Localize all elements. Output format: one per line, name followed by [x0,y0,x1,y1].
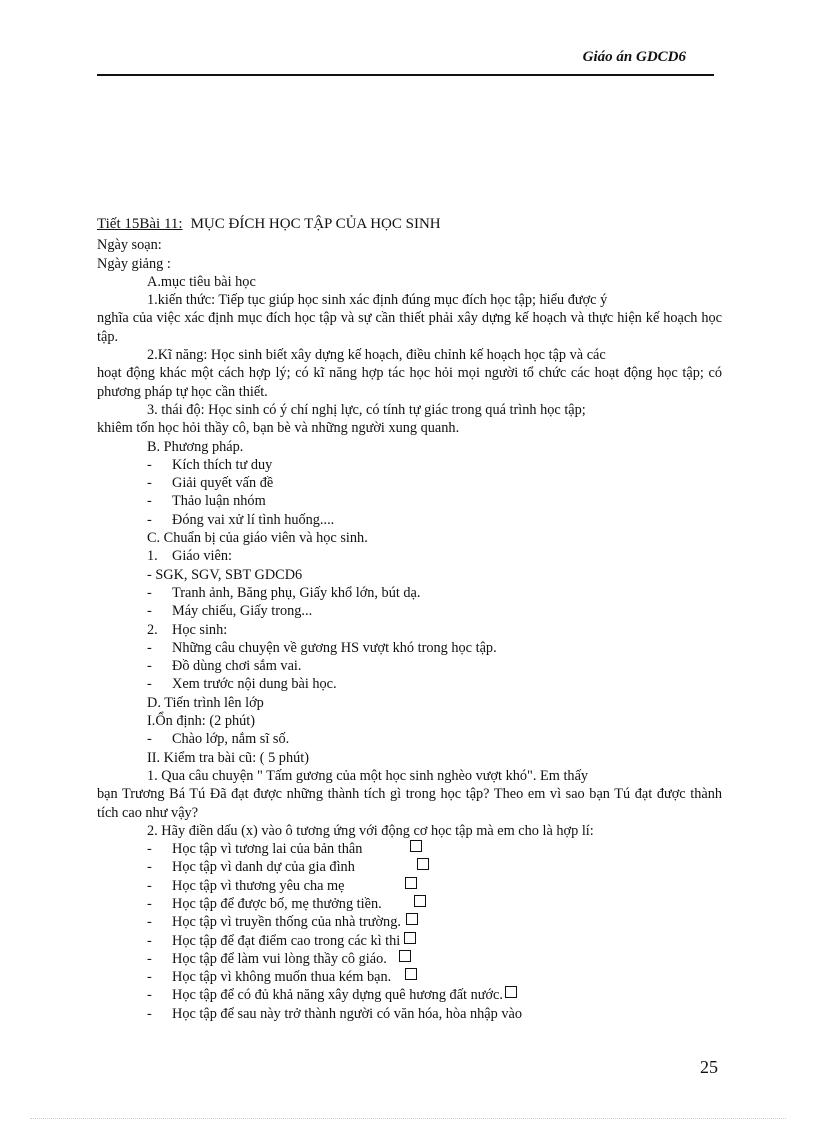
checklist-text: Học tập để đạt điểm cao trong các kì thi [172,932,401,949]
checklist-text: Học tập vì không muốn thua kém bạn. [172,969,392,986]
document-body [97,215,722,1023]
checklist-text: Học tập vì danh dự của gia đình [172,859,355,876]
checklist-item [97,932,722,950]
checklist-text: Học tập vì thương yêu cha mẹ [172,877,345,894]
checkbox[interactable] [405,877,417,889]
checkbox[interactable] [399,950,411,962]
list-item: - Những câu chuyện về gương HS vượt khó trong học tập. [97,639,722,657]
checkbox[interactable] [410,840,422,852]
list-item: - Tranh ảnh, Băng phụ, Giấy khổ lớn, bút dạ. [97,584,722,602]
checklist-item [97,913,722,931]
section-b-heading: B. Phương pháp. [147,438,244,455]
list-item: - Thảo luận nhóm [97,492,722,510]
lesson-label: Tiết 15Bài 11: [97,216,183,232]
checkbox[interactable] [414,895,426,907]
attitude-first: 3. thái độ: Học sinh có ý chí nghị lực, có tính tự giác trong quá trình học tập; [147,401,586,418]
question-2: 2. Hãy điền dấu (x) vào ô tương ứng với động cơ học tập mà em cho là hợp lí: [147,822,594,839]
date-taught: Ngày giảng : [97,255,171,272]
list-item: - Xem trước nội dung bài học. [97,675,722,693]
list-item: - Đồ dùng chơi sắm vai. [97,657,722,675]
list-item: - Kích thích tư duy [97,456,722,474]
section-d-heading: D. Tiến trình lên lớp [147,694,264,711]
section-a-heading: A.mục tiêu bài học [147,273,256,290]
checkbox[interactable] [406,913,418,925]
question-1-first: 1. Qua câu chuyện " Tấm gương của một học sinh nghèo vượt khó". Em thấy [147,767,589,784]
list-item: - Máy chiếu, Giấy trong... [97,602,722,620]
page-number: 25 [700,1057,718,1077]
lesson-main-title: MỤC ĐÍCH HỌC TẬP CỦA HỌC SINH [190,216,441,232]
checklist-item [97,950,722,968]
checklist-text: Học tập để làm vui lòng thầy cô giáo. [172,950,387,967]
checkbox[interactable] [505,986,517,998]
checkbox[interactable] [417,858,429,870]
checklist-text: Học tập để có đủ khả năng xây dựng quê hương đất nước. [172,987,503,1004]
attitude-rest: khiêm tốn học hỏi thầy cô, bạn bè và những người xung quanh. [97,420,460,437]
skills-rest: hoạt động khác một cách hợp lý; có kĩ năng hợp tác học hỏi mọi người tổ chức các hoạt động học tập; có phương pháp tự học cần thiết. [97,365,722,400]
footer-divider [30,1118,786,1119]
header-title: Giáo án GDCD6 [582,49,686,65]
checklist-text: Học tập vì truyền thống của nhà trường. [172,914,401,931]
date-prepared: Ngày soạn: [97,237,162,254]
checklist-item [97,1005,722,1023]
lesson-title [97,215,722,233]
teacher-label: Giáo viên: [172,548,232,565]
checklist-text: Học tập để được bố, mẹ thưởng tiền. [172,895,382,912]
checklist-item [97,986,722,1004]
question-1-rest: bạn Trương Bá Tú Đã đạt được những thành tích gì trong học tập? Theo em vì sao bạn Tú đạt được thành tích cao như vậy? [97,786,722,821]
student-label: Học sinh: [172,621,228,638]
section-c-heading: C. Chuẩn bị của giáo viên và học sinh. [147,530,368,547]
teacher-heading [97,547,722,565]
list-item: - Đóng vai xử lí tình huống.... [97,511,722,529]
checklist-item [97,840,722,858]
checklist-item [97,895,722,913]
knowledge-rest: nghĩa của việc xác định mục đích học tập và sự cần thiết phải xây dựng kế hoạch và thực hiện kế hoạch học tập. [97,310,722,345]
list-item: - Chào lớp, nắm sĩ số. [97,730,722,748]
checklist-text: Học tập vì tương lai của bản thân [172,841,363,858]
student-number: 2. [147,621,158,638]
knowledge-first: 1.kiến thức: Tiếp tục giúp học sinh xác định đúng mục đích học tập; hiểu được ý [147,292,608,309]
header-divider [97,74,714,76]
teacher-number: 1. [147,548,158,565]
checkbox[interactable] [404,932,416,944]
checklist-item [97,968,722,986]
checklist-item [97,858,722,876]
student-heading [97,621,722,639]
checklist-text: Học tập để sau này trở thành người có văn hóa, hòa nhập vào [172,1005,523,1022]
stabilize-heading: I.Ổn định: (2 phút) [147,713,256,730]
skills-first: 2.Kĩ năng: Học sinh biết xây dựng kế hoạch, điều chỉnh kế hoạch học tập và các [147,347,606,364]
review-heading: II. Kiểm tra bài cũ: ( 5 phút) [147,749,309,766]
checkbox[interactable] [405,968,417,980]
list-item: - Giải quyết vấn đề [97,474,722,492]
checklist-item [97,877,722,895]
teacher-first-item: - SGK, SGV, SBT GDCD6 [147,566,303,583]
